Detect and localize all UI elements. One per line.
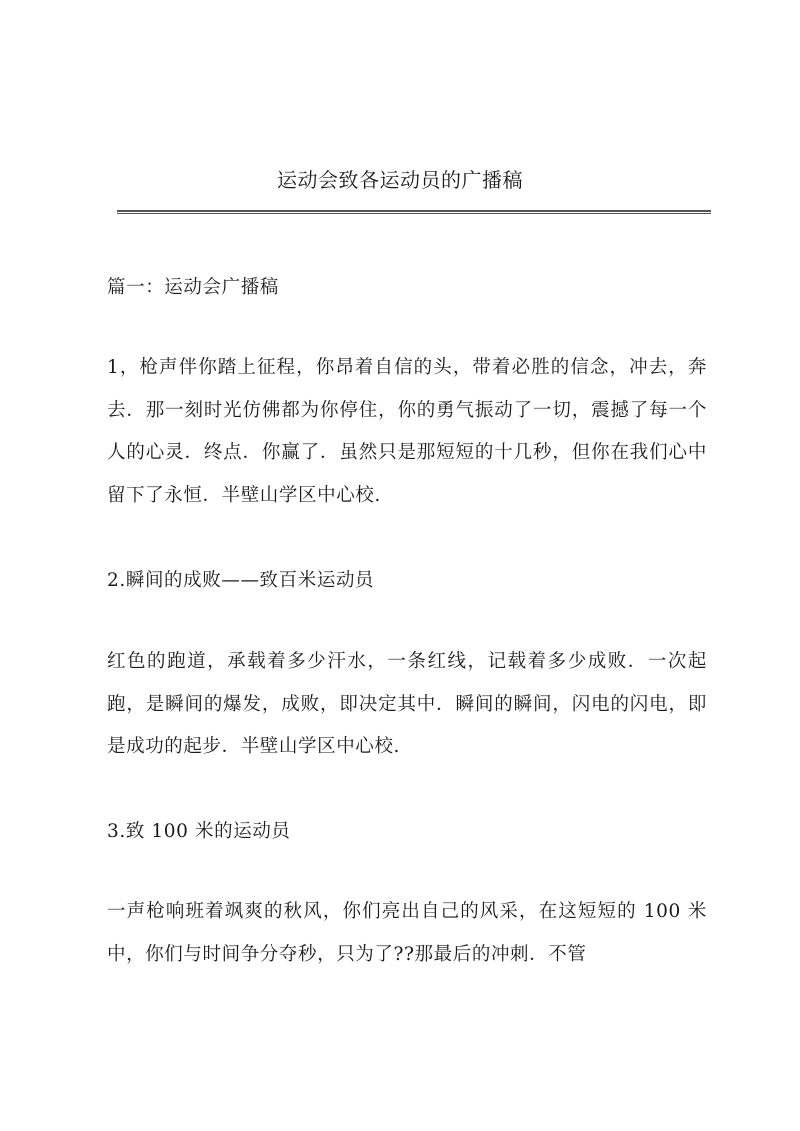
document-title: 运动会致各运动员的广播稿 bbox=[277, 168, 523, 192]
paragraph-item-2: 红色的跑道，承载着多少汗水，一条红线，记载着多少成败．一次起跑，是瞬间的爆发，成败，即决定其中．瞬间的瞬间，闪电的闪电，即是成功的起步．半壁山学区中心校. bbox=[107, 651, 707, 757]
title-divider bbox=[117, 210, 711, 214]
paragraph-item-3: 一声枪响班着飒爽的秋风，你们亮出自己的风采，在这短短的 100 米中，你们与时间争分夺秒，只为了??那最后的冲刺．不管 bbox=[107, 901, 707, 965]
section-heading: 篇一：运动会广播稿 bbox=[107, 277, 279, 298]
paragraph-item-1: 1，枪声伴你踏上征程，你昂着自信的头，带着必胜的信念，冲去，奔去．那一刻时光仿佛都为你停住，你的勇气振动了一切，震撼了每一个人的心灵．终点．你赢了．虽然只是那短短的十几秒，但你在我们心中留下了永恒．半壁山学区中心校. bbox=[107, 357, 707, 506]
item-3-heading: 3.致 100 米的运动员 bbox=[107, 821, 291, 842]
item-2-heading: 2.瞬间的成败——致百米运动员 bbox=[107, 570, 375, 591]
